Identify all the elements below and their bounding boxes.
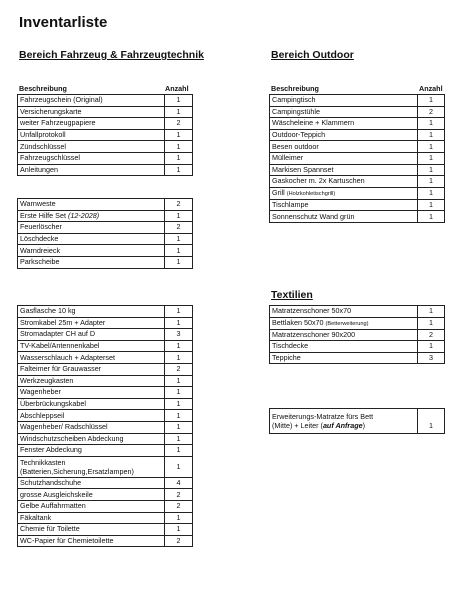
item-description [270, 409, 418, 434]
item-quantity: 1 [418, 118, 445, 130]
item-description-text: Technikkasten [20, 457, 66, 467]
item-quantity: 1 [165, 141, 193, 153]
item-description-text: Grill [272, 187, 287, 197]
item-description: Teppiche [270, 352, 418, 364]
table-row [18, 152, 193, 164]
item-description: Fahrzeugschlüssel [18, 152, 165, 164]
item-description-note: auf Anfrage [322, 421, 363, 430]
table-row [18, 375, 193, 387]
table-row [18, 340, 193, 352]
item-description: Warndreieck [18, 245, 165, 257]
item-description: Unfallprotokoll [18, 129, 165, 141]
item-quantity: 1 [165, 256, 193, 268]
table-row [270, 106, 445, 118]
item-quantity: 1 [165, 410, 193, 422]
item-quantity: 2 [165, 118, 193, 130]
item-quantity: 2 [165, 199, 193, 211]
item-description [270, 187, 418, 199]
item-quantity: 3 [418, 352, 445, 364]
section-title-textilien: Textilien [271, 289, 313, 301]
item-quantity: 1 [165, 340, 193, 352]
column-header-description: Beschreibung [19, 84, 67, 93]
item-description: Matratzenschoner 50x70 [270, 306, 418, 318]
item-description-line1: Erweiterungs-Matratze fürs Bett [272, 412, 374, 421]
item-quantity: 2 [165, 535, 193, 547]
item-quantity: 2 [165, 500, 193, 512]
item-quantity: 1 [165, 233, 193, 245]
item-description: Besen outdoor [270, 141, 418, 153]
item-description: Tischlampe [270, 199, 418, 211]
item-description: grosse Ausgleichskeile [18, 489, 165, 501]
table-row [270, 141, 445, 153]
item-quantity: 2 [165, 489, 193, 501]
table-row [18, 141, 193, 153]
section-title-fahrzeug: Bereich Fahrzeug & Fahrzeugtechnik [19, 49, 204, 61]
item-description-text: Erste Hilfe Set [20, 210, 68, 220]
item-description: Fahrzeugschein (Original) [18, 95, 165, 107]
table-row [18, 489, 193, 501]
item-description: Feuerlöscher [18, 222, 165, 234]
table-row [18, 256, 193, 268]
item-description [18, 210, 165, 222]
item-quantity: 1 [165, 95, 193, 107]
item-quantity: 1 [165, 421, 193, 433]
table-vehicle-documents [17, 94, 193, 176]
item-description: Falteimer für Grauwasser [18, 363, 165, 375]
item-quantity: 1 [165, 210, 193, 222]
item-quantity: 1 [418, 211, 445, 223]
table-row [18, 118, 193, 130]
item-quantity: 2 [418, 106, 445, 118]
item-quantity: 1 [165, 387, 193, 399]
item-description: Chemie für Toilette [18, 524, 165, 536]
item-quantity: 1 [165, 456, 193, 477]
item-quantity: 1 [418, 199, 445, 211]
table-outdoor [269, 94, 445, 223]
item-quantity: 1 [165, 375, 193, 387]
item-description: Wäscheleine + Klammern [270, 118, 418, 130]
item-description: Campingtisch [270, 95, 418, 107]
item-description: Warnweste [18, 199, 165, 211]
item-quantity: 1 [165, 129, 193, 141]
item-description: Stromkabel 25m + Adapter [18, 317, 165, 329]
table-row [270, 211, 445, 223]
table-row [18, 129, 193, 141]
table-row [18, 477, 193, 489]
table-row [18, 445, 193, 457]
table-row [270, 176, 445, 188]
table-extra-mattress [269, 408, 445, 434]
item-quantity: 1 [165, 106, 193, 118]
table-row [18, 329, 193, 341]
table-row [270, 352, 445, 364]
item-quantity: 1 [418, 176, 445, 188]
column-header-quantity-outdoor: Anzahl [419, 84, 443, 93]
table-row [270, 199, 445, 211]
table-technical-equipment [17, 305, 193, 547]
item-quantity: 1 [165, 433, 193, 445]
item-quantity: 1 [165, 317, 193, 329]
item-quantity: 1 [418, 95, 445, 107]
table-row [18, 363, 193, 375]
item-quantity: 1 [165, 524, 193, 536]
item-description: Versicherungskarte [18, 106, 165, 118]
item-description-note: (12-2028) [67, 210, 100, 220]
table-row [270, 129, 445, 141]
item-description: Parkscheibe [18, 256, 165, 268]
item-quantity: 1 [165, 164, 193, 176]
table-row [18, 317, 193, 329]
item-quantity: 1 [418, 164, 445, 176]
item-quantity: 1 [418, 409, 445, 434]
item-description-note: (Betterweiterung) [325, 320, 369, 327]
item-description: Anleitungen [18, 164, 165, 176]
item-description-text: Bettlaken 50x70 [272, 317, 326, 327]
table-row [270, 317, 445, 329]
table-row [18, 233, 193, 245]
item-quantity: 1 [418, 341, 445, 353]
item-description: Abschleppseil [18, 410, 165, 422]
table-row [18, 210, 193, 222]
item-description: Fäkaltank [18, 512, 165, 524]
table-row [18, 456, 193, 477]
table-row [18, 106, 193, 118]
item-description: Gasflasche 10 kg [18, 306, 165, 318]
item-quantity: 1 [418, 317, 445, 329]
item-description: Werkzeugkasten [18, 375, 165, 387]
table-row [270, 95, 445, 107]
item-description: Wasserschlauch + Adapterset [18, 352, 165, 364]
item-description: Schutzhandschuhe [18, 477, 165, 489]
item-description [270, 317, 418, 329]
table-row [18, 433, 193, 445]
table-row [18, 306, 193, 318]
item-description: Windschutzscheiben Abdeckung [18, 433, 165, 445]
item-description: Fenster Abdeckung [18, 445, 165, 457]
table-row [18, 245, 193, 257]
item-description: Zündschlüssel [18, 141, 165, 153]
table-row [18, 524, 193, 536]
item-description-line2-text: (Mitte) + Leiter ( [272, 421, 323, 430]
table-row [18, 164, 193, 176]
item-quantity: 1 [418, 152, 445, 164]
item-description [18, 456, 165, 477]
column-header-quantity: Anzahl [165, 84, 189, 93]
item-description: Markisen Spannset [270, 164, 418, 176]
table-row [18, 222, 193, 234]
item-description: Stromadapter CH auf D [18, 329, 165, 341]
table-row [270, 306, 445, 318]
table-row [270, 118, 445, 130]
table-row [18, 410, 193, 422]
item-description: TV-Kabel/Antennenkabel [18, 340, 165, 352]
item-quantity: 1 [418, 306, 445, 318]
item-description: weiter Fahrzeugpapiere [18, 118, 165, 130]
item-description: Wagenheber [18, 387, 165, 399]
table-row [18, 95, 193, 107]
item-quantity: 3 [165, 329, 193, 341]
item-description: Gelbe Auffahrmatten [18, 500, 165, 512]
table-textiles [269, 305, 445, 364]
table-row [18, 352, 193, 364]
item-description: Matratzenschoner 90x200 [270, 329, 418, 341]
item-quantity: 1 [165, 306, 193, 318]
item-description: Campingstühle [270, 106, 418, 118]
column-header-description-outdoor: Beschreibung [271, 84, 319, 93]
table-row [270, 187, 445, 199]
item-description: Mülleimer [270, 152, 418, 164]
item-quantity: 1 [165, 245, 193, 257]
page-title: Inventarliste [19, 14, 108, 31]
item-description-note: (Holzkohletischgrill) [286, 190, 336, 197]
item-quantity: 2 [165, 222, 193, 234]
item-description: Tischdecke [270, 341, 418, 353]
item-quantity: 2 [165, 363, 193, 375]
item-quantity: 2 [418, 329, 445, 341]
item-description: Überbrückungskabel [18, 398, 165, 410]
item-description-line2-end: ) [362, 421, 366, 430]
item-description-line2 [272, 421, 417, 430]
table-row [18, 387, 193, 399]
table-row [270, 164, 445, 176]
table-row [18, 535, 193, 547]
table-row [270, 329, 445, 341]
table-row [270, 152, 445, 164]
item-quantity: 1 [165, 152, 193, 164]
table-row [270, 409, 445, 434]
table-row [270, 341, 445, 353]
table-row [18, 421, 193, 433]
item-quantity: 1 [165, 352, 193, 364]
section-title-outdoor: Bereich Outdoor [271, 49, 354, 61]
item-description: Gaskocher m. 2x Kartuschen [270, 176, 418, 188]
item-description: Sonnenschutz Wand grün [270, 211, 418, 223]
table-row [18, 512, 193, 524]
item-description: Outdoor-Teppich [270, 129, 418, 141]
table-row [18, 199, 193, 211]
item-description: WC-Papier für Chemietoilette [18, 535, 165, 547]
item-description: Löschdecke [18, 233, 165, 245]
item-quantity: 1 [418, 187, 445, 199]
item-description: Wagenheber/ Radschlüssel [18, 421, 165, 433]
table-row [18, 500, 193, 512]
item-quantity: 1 [418, 129, 445, 141]
item-quantity: 4 [165, 477, 193, 489]
item-description-note: (Batterien,Sicherung,Ersatzlampen) [20, 466, 134, 476]
item-quantity: 1 [418, 141, 445, 153]
item-quantity: 1 [165, 445, 193, 457]
item-quantity: 1 [165, 398, 193, 410]
table-safety-equipment [17, 198, 193, 269]
table-row [18, 398, 193, 410]
item-quantity: 1 [165, 512, 193, 524]
